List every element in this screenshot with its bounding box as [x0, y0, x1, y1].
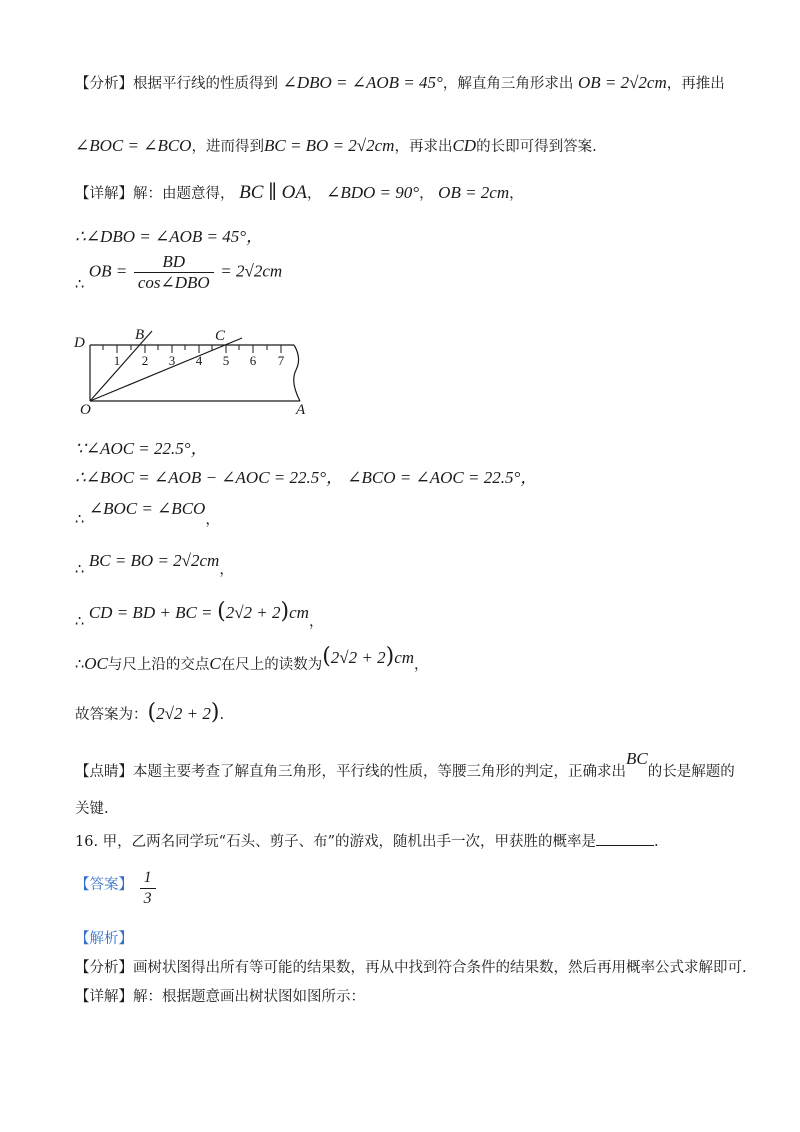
- oc-label: OC: [84, 654, 108, 673]
- analysis-text-1b: ，解直角三角形求出: [442, 76, 574, 92]
- analysis-text-2c: 的长即可得到答案.: [476, 139, 597, 155]
- analysis-line-2: [75, 135, 597, 158]
- tick-label-6: 6: [249, 353, 257, 368]
- analysis-text-2a: ，进而得到: [191, 139, 264, 155]
- comment-text-c: 关键.: [75, 801, 109, 817]
- comma: ，: [308, 614, 324, 630]
- solution-tag: 【解析】: [75, 931, 133, 947]
- comma: ，: [307, 186, 322, 202]
- comma: ，: [509, 186, 524, 202]
- detail-line-10: 故答案为：(2√2 + 2).: [75, 700, 225, 725]
- ruler-torn-edge: [294, 345, 300, 401]
- period: .: [219, 707, 225, 723]
- solution-analysis-line: [75, 957, 747, 979]
- final-answer-value: 2√2 + 2: [156, 704, 211, 723]
- comma: ，: [414, 657, 429, 673]
- detail-line-6: [75, 498, 220, 528]
- detail-line-4: [75, 438, 208, 461]
- eq-cd: CD = BD + BC =: [88, 603, 213, 622]
- detail-line-2: [75, 226, 263, 249]
- therefore-symbol: ∴: [75, 512, 85, 528]
- answer-blank: [596, 831, 654, 846]
- detail-line-7: [75, 550, 234, 578]
- detail-line-3: [75, 252, 282, 293]
- fraction-bd-cos: [134, 252, 214, 293]
- eq-dbo-aob: ∠DBO = ∠AOB = 45°: [282, 73, 443, 92]
- detail-line-8: ∴ CD = BD + BC = (2√2 + 2)cm，: [75, 599, 324, 630]
- tick-label-2: 2: [141, 353, 149, 368]
- answer-tag: 【答案】: [75, 876, 133, 893]
- comment-text-b: 的长是解题的: [647, 764, 735, 780]
- eq-boc-bco-values: ∴∠BOC = ∠AOB − ∠AOC = 22.5°， ∠BCO = ∠AOC = 22.5°，: [75, 468, 538, 487]
- comment-tag: 【点睛】: [75, 764, 133, 780]
- tick-label-1: 1: [113, 353, 121, 368]
- unit-cm: cm: [289, 603, 309, 622]
- comment-line-2: [75, 798, 109, 820]
- answer-fraction: [140, 868, 156, 909]
- tick-label-5: 5: [222, 353, 230, 368]
- analysis-tag: 【分析】: [75, 76, 133, 92]
- comma: ，: [419, 186, 434, 202]
- therefore-symbol: ∴: [75, 562, 85, 578]
- eq-aoc: ∵∠AOC = 22.5°，: [75, 439, 208, 458]
- tick-label-7: 7: [277, 353, 285, 368]
- detail-line-9: ∴OC与尺上沿的交点C在尺上的读数为(2√2 + 2)cm，: [75, 644, 429, 673]
- point-label-c: C: [215, 328, 226, 344]
- analysis-text-1a: 根据平行线的性质得到: [133, 76, 278, 92]
- detail-text-1: 解：由题意得，: [133, 186, 235, 202]
- analysis-text-1c: ，再推出: [666, 76, 725, 92]
- solution-analysis-text: 画树状图得出所有等可能的结果数，再从中找到符合条件的结果数，然后再用概率公式求解即可.: [133, 960, 747, 976]
- analysis-line-1: [75, 72, 725, 95]
- comment-text-a: 本题主要考查了解直角三角形，平行线的性质，等腰三角形的判定，正确求出: [133, 764, 626, 780]
- comma: ，: [219, 562, 234, 578]
- question-text: 16. 甲，乙两名同学玩“石头、剪子、布”的游戏，随机出手一次，甲获胜的概率是: [75, 834, 596, 850]
- answer-numerator: 1: [140, 868, 156, 889]
- solution-analysis-tag: 【分析】: [75, 960, 133, 976]
- therefore-symbol: ∴: [75, 614, 85, 630]
- point-label-o: O: [80, 402, 91, 418]
- eq-bc-bo-2root2: BC = BO = 2√2cm: [88, 551, 220, 570]
- tick-label-3: 3: [168, 353, 176, 368]
- analysis-text-2b: ，再求出: [394, 139, 453, 155]
- detail-tag: 【详解】: [75, 186, 133, 202]
- cd-label: CD: [452, 136, 477, 155]
- point-label-b: B: [135, 327, 145, 343]
- ruler-ticks: [103, 345, 281, 353]
- eq-bdo: ∠BDO = 90°: [326, 183, 420, 202]
- reading-value: 2√2 + 2: [330, 648, 386, 667]
- c-label: C: [209, 654, 221, 673]
- comma: ，: [205, 512, 220, 528]
- eq-dbo-45: ∴∠DBO = ∠AOB = 45°，: [75, 227, 264, 246]
- eq-bc-bo: BC = BO = 2√2cm: [263, 136, 395, 155]
- eq-ob-2cm: OB = 2cm: [438, 183, 510, 202]
- answer-denominator: 3: [143, 890, 152, 907]
- fraction-denominator: cos∠DBO: [137, 273, 210, 292]
- eq-ob: OB = 2√2cm: [577, 73, 667, 92]
- unit-cm: cm: [394, 648, 415, 667]
- detail-line-5: [75, 467, 537, 490]
- eq-boc-eq-bco: ∠BOC = ∠BCO: [88, 499, 206, 518]
- eq-boc-bco: ∠BOC = ∠BCO: [75, 136, 192, 155]
- eq-bc-parallel-oa: BC ∥ OA: [239, 182, 307, 203]
- eq-cd-value: 2√2 + 2: [225, 603, 281, 622]
- period: .: [654, 834, 659, 850]
- point-label-a: A: [296, 402, 306, 418]
- solution-detail-line: [75, 986, 365, 1008]
- line-oc: [90, 338, 242, 401]
- ruler-figure: [72, 326, 312, 418]
- fraction-numerator: BD: [134, 252, 214, 273]
- therefore-symbol: ∴: [75, 276, 85, 293]
- detail-text-9b: 与尺上沿的交点: [107, 657, 210, 673]
- detail-line-1: [75, 182, 524, 205]
- detail-text-9c: 在尺上的读数为: [220, 657, 323, 673]
- answer-prefix: 故答案为：: [75, 707, 148, 723]
- eq-ob-lhs: OB =: [88, 261, 128, 281]
- solution-detail-tag: 【详解】: [75, 989, 133, 1005]
- solution-detail-text: 解：根据题意画出树状图如图所示：: [133, 989, 365, 1005]
- point-label-d: D: [74, 335, 85, 351]
- therefore-symbol: ∴: [75, 657, 85, 673]
- question-16: [75, 831, 659, 853]
- answer-line: [75, 868, 158, 909]
- bc-label: BC: [626, 749, 648, 768]
- comment-line-1: [75, 749, 735, 783]
- eq-ob-rhs: = 2√2cm: [220, 261, 283, 281]
- tick-label-4: 4: [195, 353, 203, 368]
